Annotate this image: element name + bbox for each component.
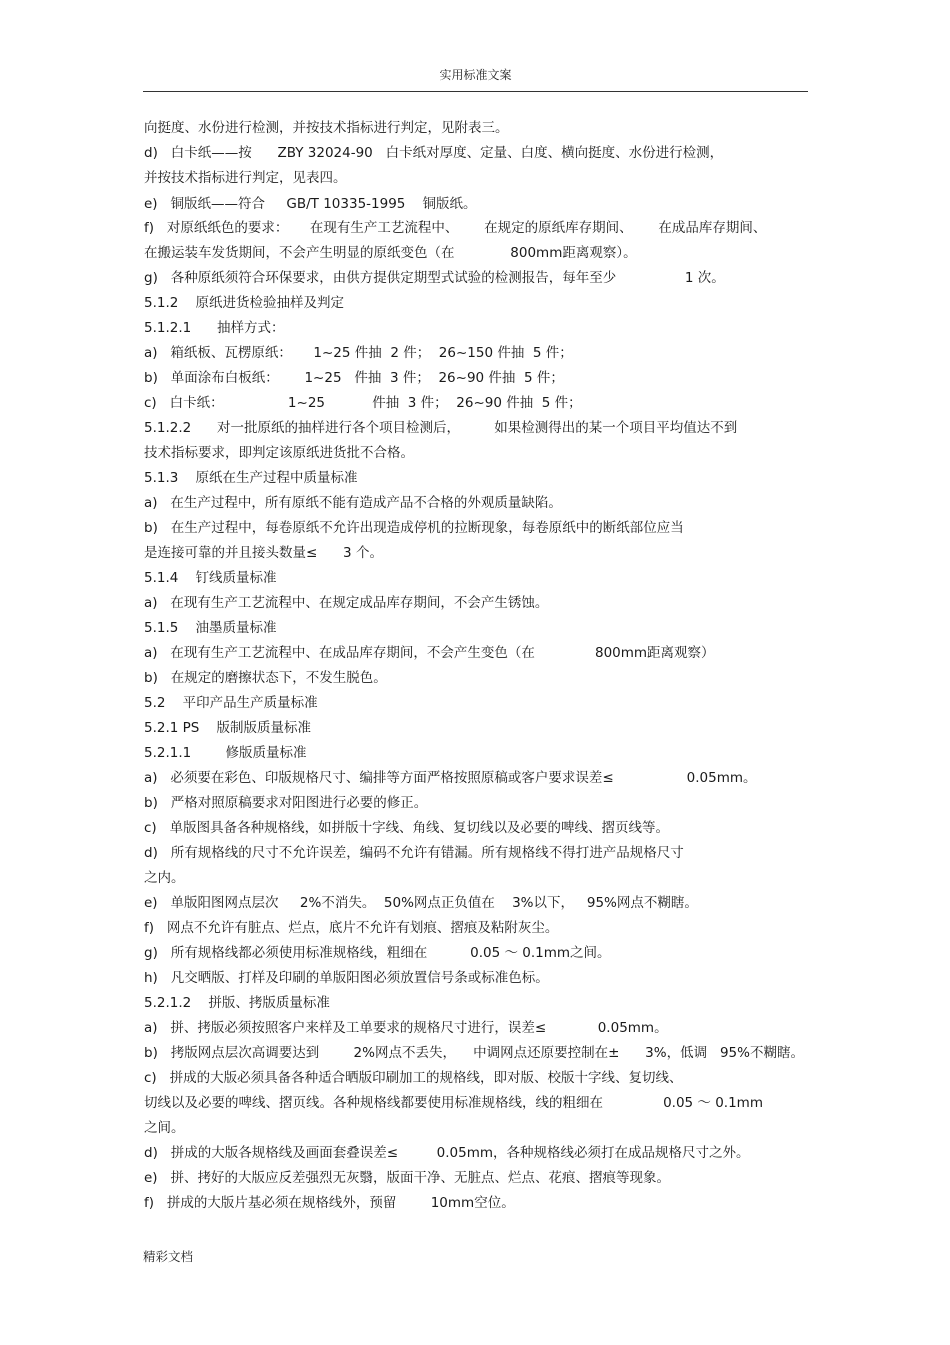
text-line: 5.2.1.1 修版质量标准 [144,745,307,761]
header-rule [143,91,808,92]
text-line: 5.1.2.2 对一批原纸的抽样进行各个项目检测后， 如果检测得出的某一个项目平均值达不到 [144,420,738,436]
text-line: 5.2.1.2 拼版、拷版质量标准 [144,995,330,1011]
text-line: e) 铜版纸——符合 GB/T 10335-1995 铜版纸。 [144,196,477,212]
text-line: b) 在生产过程中，每卷原纸不允许出现造成停机的拉断现象，每卷原纸中的断纸部位应当 [144,520,684,536]
text-line: c) 单版图具备各种规格线，如拼版十字线、角线、复切线以及必要的啤线、摺页线等。 [144,820,670,836]
text-line: a) 箱纸板、瓦楞原纸： 1~25 件抽 2 件； 26~150 件抽 5 件； [144,345,573,361]
text-line: f) 网点不允许有脏点、烂点，底片不允许有划痕、摺痕及粘附灰尘。 [144,920,559,936]
text-line: 并按技术指标进行判定，见表四。 [144,170,347,186]
text-line: a) 必须要在彩色、印版规格尺寸、编排等方面严格按照原稿或客户要求误差≤ 0.05mm。 [144,770,757,786]
page-header: 实用标准文案 [439,68,512,82]
text-line: 在搬运装车发货期间，不会产生明显的原纸变色（在 800mm距离观察）。 [144,245,637,261]
text-line: 向挺度、水份进行检测，并按技术指标进行判定，见附表三。 [144,120,509,136]
text-line: b) 单面涂布白板纸： 1~25 件抽 3 件； 26~90 件抽 5 件； [144,370,564,386]
text-line: 5.2.1 PS 版制版质量标准 [144,720,312,736]
text-line: a) 拼、拷版必须按照客户来样及工单要求的规格尺寸进行，误差≤ 0.05mm。 [144,1020,668,1036]
text-line: 之内。 [144,870,185,886]
text-line: 5.1.4 钉线质量标准 [144,570,277,586]
text-line: f) 拼成的大版片基必须在规格线外，预留 10mm空位。 [144,1195,515,1211]
text-line: a) 在现有生产工艺流程中、在成品库存期间，不会产生变色（在 800mm距离观察） [144,645,715,661]
text-line: 5.1.2 原纸进货检验抽样及判定 [144,295,345,311]
text-line: 5.1.2.1 抽样方式： [144,320,285,336]
text-line: d) 所有规格线的尺寸不允许误差，编码不允许有错漏。所有规格线不得打进产品规格尺寸 [144,845,684,861]
text-line: e) 拼、拷好的大版应反差强烈无灰翳，版面干净、无脏点、烂点、花痕、摺痕等现象。 [144,1170,670,1186]
text-line: 技术指标要求，即判定该原纸进货批不合格。 [144,445,414,461]
text-line: g) 各种原纸须符合环保要求，由供方提供定期型式试验的检测报告，每年至少 1 次。 [144,270,725,286]
text-line: b) 拷版网点层次高调要达到 2%网点不丢失， 中调网点还原要控制在± 3%，低调 95%不糊瞎。 [144,1045,804,1061]
text-line: b) 严格对照原稿要求对阳图进行必要的修正。 [144,795,428,811]
text-line: d) 白卡纸——按 ZBY 32024-90 白卡纸对厚度、定量、白度、横向挺度、水份进行检测， [144,145,724,161]
text-line: f) 对原纸纸色的要求： 在现有生产工艺流程中、 在规定的原纸库存期间、 在成品库存期间、 [144,220,767,236]
text-line: e) 单版阳图网点层次 2%不消失。 50%网点正负值在 3%以下， 95%网点不糊瞎。 [144,895,698,911]
text-line: 5.2 平印产品生产质量标准 [144,695,318,711]
text-line: b) 在规定的磨擦状态下，不发生脱色。 [144,670,387,686]
text-line: 5.1.3 原纸在生产过程中质量标准 [144,470,358,486]
text-line: 是连接可靠的并且接头数量≤ 3 个。 [144,545,383,561]
text-line: c) 拼成的大版必须具备各种适合晒版印刷加工的规格线，即对版、校版十字线、复切线、 [144,1070,683,1086]
text-line: a) 在现有生产工艺流程中、在规定成品库存期间，不会产生锈蚀。 [144,595,549,611]
text-line: h) 凡交晒版、打样及印刷的单版阳图必须放置信号条或标准色标。 [144,970,549,986]
text-line: 切线以及必要的啤线、摺页线。各种规格线都要使用标准规格线，线的粗细在 0.05 ～ 0.1mm [144,1095,763,1111]
text-line: d) 拼成的大版各规格线及画面套叠误差≤ 0.05mm，各种规格线必须打在成品规格尺寸之外。 [144,1145,750,1161]
text-line: a) 在生产过程中，所有原纸不能有造成产品不合格的外观质量缺陷。 [144,495,562,511]
text-line: 之间。 [144,1120,185,1136]
page-footer: 精彩文档 [143,1249,194,1264]
text-line: g) 所有规格线都必须使用标准规格线，粗细在 0.05 ～ 0.1mm之间。 [144,945,611,961]
text-line: c) 白卡纸： 1~25 件抽 3 件； 26~90 件抽 5 件； [144,395,582,411]
text-line: 5.1.5 油墨质量标准 [144,620,277,636]
